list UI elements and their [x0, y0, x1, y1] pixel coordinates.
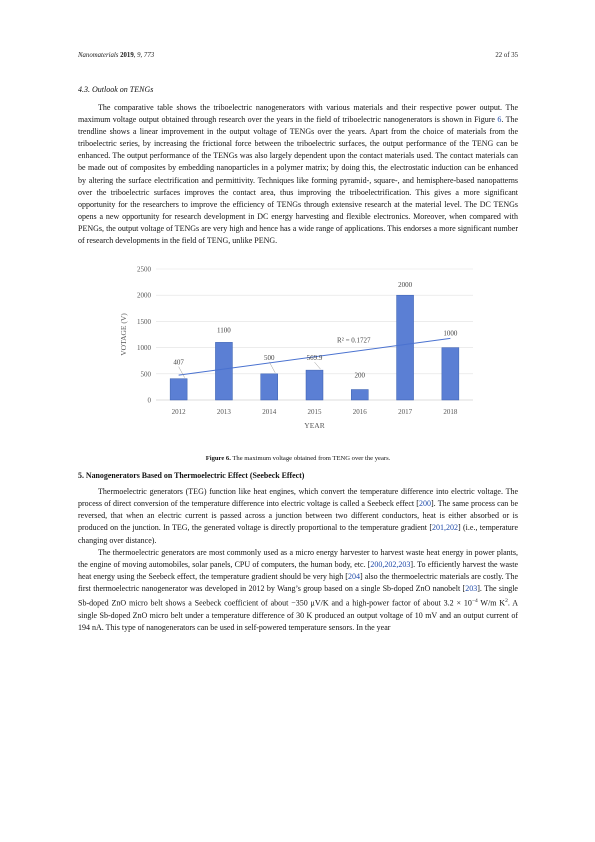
x-tick-label: 2018 — [443, 408, 458, 417]
figure-6 — [78, 263, 518, 455]
journal-name: Nanomaterials — [78, 52, 119, 59]
y-axis-title: VOTAGE (V) — [119, 313, 128, 356]
section-4-3-paragraph — [78, 102, 518, 247]
text-run: The comparative table shows the triboelectric nanogenerators with various materials and their respective power output. The maximum voltage output obtained through research over the years in the field of triboelectric nanogenerators is shown in Figure — [78, 103, 518, 125]
running-header — [78, 52, 518, 59]
data-label: 500 — [263, 353, 275, 362]
page — [78, 52, 518, 634]
section-5-paragraph-2 — [78, 547, 518, 634]
data-label: 2000 — [398, 281, 413, 290]
data-label: 407 — [173, 358, 184, 367]
citation-ref[interactable]: 201,202 — [432, 523, 459, 533]
data-label: 1100 — [217, 326, 231, 335]
bar — [215, 342, 232, 400]
x-tick-label: 2016 — [352, 408, 367, 417]
text-run: The thermoelectric generators are most commonly used as a micro energy harvester to harvest waste heat energy in power plants, the engine of moving automobiles, solar panels, CPU of computers, the human body, etc. [ — [78, 547, 518, 569]
data-label: 200 — [354, 371, 366, 380]
x-tick-label: 2014 — [262, 408, 277, 417]
voltage-bar-chart — [78, 263, 518, 455]
x-tick-label: 2013 — [216, 408, 231, 417]
bar — [170, 379, 187, 400]
section-5-title: 5. Nanogenerators Based on Thermoelectric Effect (Seebeck Effect) — [78, 471, 305, 481]
page-number: 22 of 35 — [495, 52, 518, 59]
text-run: . A single Sb-doped ZnO micro belt under a temperature difference of 30 K produced an output voltage of 10 mV and an output current of 194 nA. This type of nanogenerators can be used in self-powered temperature sensors. In the year — [78, 598, 518, 632]
x-axis-title: YEAR — [304, 421, 325, 431]
bar — [261, 374, 278, 400]
bar — [351, 390, 368, 400]
section-5-paragraph-1 — [78, 486, 518, 546]
y-tick-label: 0 — [147, 396, 151, 405]
data-label: 569.9 — [306, 354, 323, 363]
figure-caption — [78, 455, 518, 462]
text-run: W/m K — [477, 598, 506, 608]
journal-citation — [78, 52, 154, 59]
citation-ref[interactable]: 200 — [418, 499, 431, 509]
text-run: Thermoelectric generators (TEG) function like heat engines, which convert the temperature difference into electric voltage. The process of direct conversion of the temperature difference into electric voltage is called a Seebeck effect [ — [78, 487, 518, 509]
r-squared-label: R² = 0.1727 — [337, 336, 371, 345]
text-run: ]. To efficiently harvest the waste heat energy using the Seebeck effect, the temperature gradient should be very high [ — [78, 559, 518, 581]
text-run: ]. The single Sb-doped ZnO micro belt shows a Seebeck coefficient of about −350 μV/K and a high-power factor of about 3.2 × 10 — [78, 583, 518, 608]
journal-volume: , 9, 773 — [133, 52, 155, 59]
text-run: . The trendline shows a linear improvement in the output voltage of TENGs over the years. Apart from the choice of materials from the triboelectric series, by increasing the frictional force between the triboelectric surfaces, the output performance of the TENG can be enhanced. The output performance of the TENGs was also largely dependent upon the contact materials used. The contact materials can be made out of composites by embedding nanoparticles in a polymer matrix; by doing this, the electrostatic induction can be enhanced by altering the surface electrification and permittivity. Techniques like forming pyramid-, square-, and hemisphere-based nanopatterns over the triboelectric surfaces improves the contact area, thus improving the triboelectrification. This gives a more significant opportunity for the researchers to improve the efficiency of TENGs through extensive research at the material level. The DC TENGs opens a new opportunity for research development in DC energy harvesting and flexible electronics. Moreover, when compared with PENGs, the output voltage of TENGs are very high and hence has a wide range of applications. This endorses a more significant number of research developments in the field of TENG, unlike PENG. — [78, 115, 519, 246]
text-run: ] also the thermoelectric materials are costly. The first thermoelectric nanogenerator was developed in 2012 by Wang’s group based on a single Sb-doped ZnO nanobelt [ — [78, 571, 518, 593]
y-tick-label: 500 — [140, 370, 151, 379]
citation-ref[interactable]: 6 — [497, 115, 502, 125]
citation-ref[interactable]: 204 — [347, 571, 360, 581]
leader-line — [269, 362, 275, 373]
x-tick-label: 2012 — [171, 408, 186, 417]
leader-line — [315, 362, 321, 369]
figure-label: Figure 6. — [205, 455, 231, 463]
y-tick-label: 1000 — [137, 344, 151, 353]
y-tick-label: 2500 — [137, 265, 151, 274]
bar — [306, 370, 323, 400]
x-tick-label: 2015 — [307, 408, 322, 417]
bar — [397, 295, 414, 400]
x-tick-label: 2017 — [398, 408, 413, 417]
data-label: 1000 — [443, 329, 458, 338]
bar — [442, 348, 459, 400]
text-run: ]. The same process can be reversed, that when an electric current is passed across a junction between two different conductors, heat is either absorbed or is produced on the junction. In TEG, the generated voltage is directly proportional to the temperature gradient [ — [78, 499, 519, 533]
section-4-3-title: 4.3. Outlook on TENGs — [78, 85, 154, 94]
y-tick-label: 1500 — [137, 318, 151, 327]
leader-line — [179, 367, 185, 378]
text-run: ] (i.e., temperature changing over distance). — [78, 523, 518, 545]
citation-ref[interactable]: 200,202,203 — [370, 559, 411, 569]
superscript: 2 — [505, 597, 508, 604]
figure-caption-text: The maximum voltage obtained from TENG over the years. — [230, 455, 391, 463]
journal-year: 2019 — [120, 52, 134, 59]
y-tick-label: 2000 — [137, 291, 151, 300]
citation-ref[interactable]: 203 — [465, 583, 478, 593]
superscript: −4 — [471, 597, 478, 604]
